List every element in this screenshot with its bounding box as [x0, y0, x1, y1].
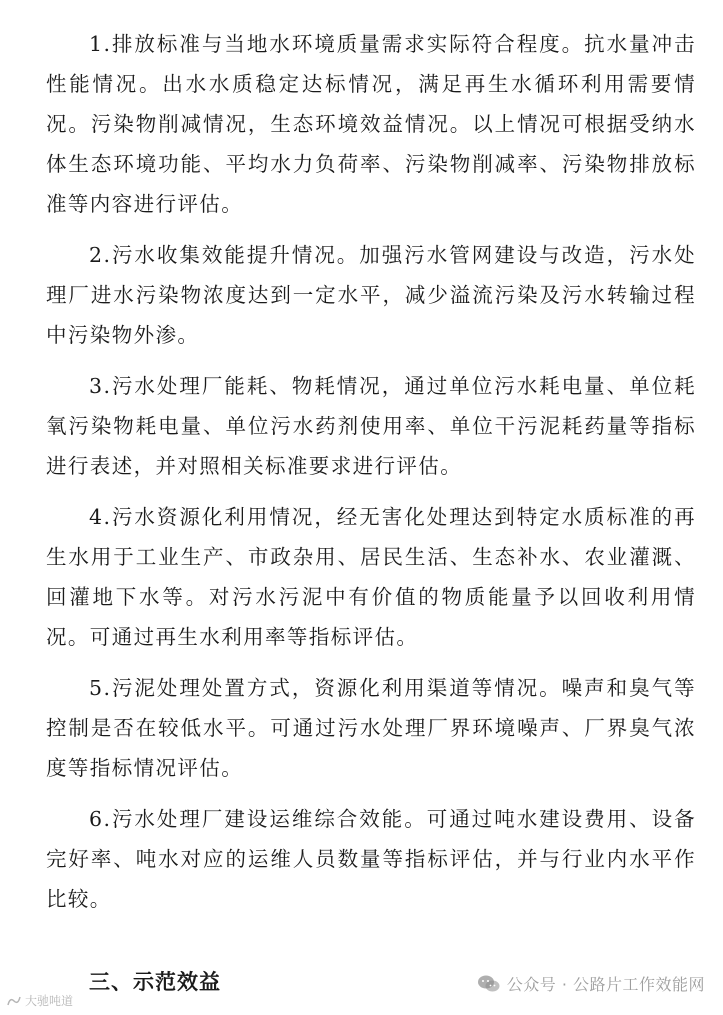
paragraph-2: 2.污水收集效能提升情况。加强污水管网建设与改造，污水处理厂进水污染物浓度达到一定水平，减少溢流污染及污水转输过程中污染物外渗。 [46, 243, 696, 347]
paragraph-1: 1.排放标准与当地水环境质量需求实际符合程度。抗水量冲击性能情况。出水水质稳定达标情况，满足再生水循环利用需要情况。污染物削减情况，生态环境效益情况。以上情况可根据受纳水体生态环境功能、平均水力负荷率、污染物削减率、污染物排放标准等内容进行评估。 [46, 32, 696, 216]
watermark-left [6, 992, 73, 1009]
paragraph-5: 5.污泥处理处置方式，资源化利用渠道等情况。噪声和臭气等控制是否在较低水平。可通过污水处理厂界环境噪声、厂界臭气浓度等指标情况评估。 [46, 676, 696, 780]
watermark-right-text: 公众号 · 公路片工作效能网 [506, 975, 705, 994]
watermark-left-text: 大驰吨道 [25, 994, 74, 1008]
paragraph-6: 6.污水处理厂建设运维综合效能。可通过吨水建设费用、设备完好率、吨水对应的运维人员数量等指标评估，并与行业内水平作比较。 [46, 807, 696, 911]
document-body [46, 24, 696, 930]
watermark-right [477, 972, 705, 995]
watermark-logo-icon [6, 995, 22, 1007]
wechat-icon [477, 974, 501, 994]
paragraph-3: 3.污水处理厂能耗、物耗情况，通过单位污水耗电量、单位耗氧污染物耗电量、单位污水药剂使用率、单位干污泥耗药量等指标进行表述，并对照相关标准要求进行评估。 [46, 374, 696, 478]
section-heading: 三、示范效益 [89, 970, 221, 994]
paragraph-4: 4.污水资源化利用情况，经无害化处理达到特定水质标准的再生水用于工业生产、市政杂用、居民生活、生态补水、农业灌溉、回灌地下水等。对污水污泥中有价值的物质能量予以回收利用情况。可通过再生水利用率等指标评估。 [46, 505, 696, 649]
